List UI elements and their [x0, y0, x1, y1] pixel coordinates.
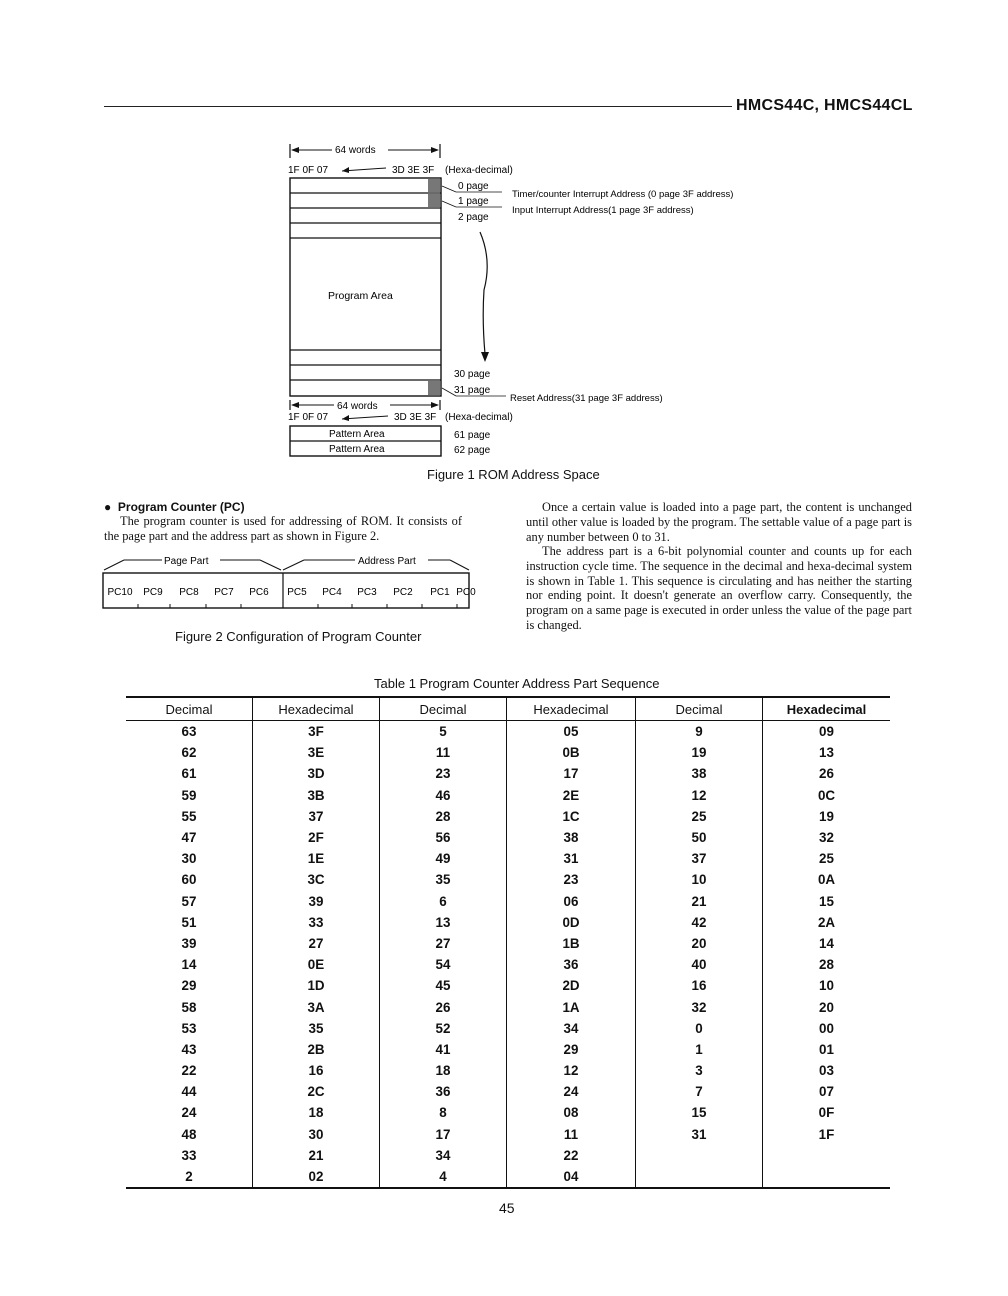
table-cell: 1D: [253, 975, 380, 996]
table-cell: 2C: [253, 1081, 380, 1102]
table-cell: 44: [181, 1084, 197, 1100]
header-rule: [104, 106, 732, 107]
pc-paragraph: The program counter is used for addressing of ROM. It consists of the page part and the address part as shown in Figure 2.: [104, 514, 462, 543]
table-row: [126, 827, 890, 848]
table-cell: 47: [181, 830, 197, 846]
table-row: [126, 1081, 890, 1102]
table-cell: 8: [380, 1102, 507, 1123]
hatch-page31: [428, 381, 440, 395]
table-row: [126, 869, 890, 890]
table-cell: 7: [636, 1081, 763, 1102]
table-cell: 3: [636, 1060, 763, 1081]
table-row: [126, 975, 890, 996]
table-header-row: [126, 697, 890, 721]
input-interrupt-note: Input Interrupt Address(1 page 3F address): [512, 205, 694, 216]
hex-right-top: 3D 3E 3F: [392, 165, 435, 176]
table-cell: [763, 1166, 891, 1188]
table-cell: 04: [507, 1166, 636, 1188]
pattern-area-1: Pattern Area: [329, 429, 385, 440]
timer-interrupt-note: Timer/counter Interrupt Address (0 page 3F address): [512, 189, 734, 200]
table-cell: 19: [636, 742, 763, 763]
table-row: [126, 1102, 890, 1123]
header-decimal-3: Decimal: [636, 697, 763, 721]
table-cell: 10: [763, 975, 891, 996]
table-cell: 63: [181, 724, 197, 740]
table-cell: 4: [380, 1166, 507, 1188]
table-cell: 36: [507, 954, 636, 975]
table-cell: 33: [253, 912, 380, 933]
table-cell: 0: [636, 1018, 763, 1039]
table-cell: 17: [380, 1124, 507, 1145]
table-row: [126, 785, 890, 806]
table-cell: 33: [181, 1147, 197, 1163]
pc-cell-0: PC10: [107, 587, 133, 598]
table-cell: 31: [507, 848, 636, 869]
header-hex-3: Hexadecimal: [763, 697, 891, 721]
table-cell: 27: [380, 933, 507, 954]
table-cell: 18: [253, 1102, 380, 1123]
table-cell: 18: [380, 1060, 507, 1081]
hex-left-top: 1F 0F 07: [288, 165, 329, 176]
table-cell: 1B: [507, 933, 636, 954]
table-cell: 06: [507, 891, 636, 912]
table-cell: 29: [181, 978, 197, 994]
pc-cell-7: PC3: [357, 587, 377, 598]
table-cell: 32: [636, 996, 763, 1017]
table-cell: 34: [380, 1145, 507, 1166]
page-label-1: 1 page: [458, 196, 489, 207]
table-cell: 23: [380, 763, 507, 784]
table-cell: 19: [763, 806, 891, 827]
table-cell: 55: [181, 808, 197, 824]
table-cell: 2D: [507, 975, 636, 996]
words-label-bottom: 64 words: [337, 401, 378, 412]
pc-cell-6: PC4: [322, 587, 342, 598]
page-part-label: Page Part: [164, 556, 209, 567]
table-cell: 2E: [507, 785, 636, 806]
table-cell: 2F: [253, 827, 380, 848]
table-cell: 12: [507, 1060, 636, 1081]
words-label-top: 64 words: [335, 145, 376, 156]
table-cell: 53: [181, 1020, 197, 1036]
table-cell: 5: [380, 721, 507, 743]
table-cell: 6: [380, 891, 507, 912]
table-cell: 3A: [253, 996, 380, 1017]
address-part-label: Address Part: [358, 556, 416, 567]
table-cell: 37: [253, 806, 380, 827]
table-cell: 01: [763, 1039, 891, 1060]
table-cell: 0D: [507, 912, 636, 933]
table-cell: 1A: [507, 996, 636, 1017]
table-cell: [636, 1166, 763, 1188]
table-cell: 1: [636, 1039, 763, 1060]
pattern-area-2: Pattern Area: [329, 444, 385, 455]
table-cell: 36: [380, 1081, 507, 1102]
table-cell: 1E: [253, 848, 380, 869]
table-cell: 28: [763, 954, 891, 975]
pc-heading: ● Program Counter (PC): [104, 500, 245, 514]
table-cell: 42: [636, 912, 763, 933]
page-label-30: 30 page: [454, 369, 491, 380]
header-hex-2: Hexadecimal: [507, 697, 636, 721]
table-cell: 24: [507, 1081, 636, 1102]
table-row: [126, 996, 890, 1017]
table-cell: 1F: [763, 1124, 891, 1145]
table-cell: 16: [253, 1060, 380, 1081]
table-cell: 62: [181, 745, 197, 761]
pc-cell-3: PC7: [214, 587, 234, 598]
table-cell: 13: [380, 912, 507, 933]
pc-cell-9: PC1: [430, 587, 450, 598]
table-cell: 43: [181, 1041, 197, 1057]
table-cell: 09: [763, 721, 891, 743]
header-hex-1: Hexadecimal: [253, 697, 380, 721]
table-row: [126, 1018, 890, 1039]
table-cell: 32: [763, 827, 891, 848]
pc-cell-5: PC5: [287, 587, 307, 598]
page-label-62: 62 page: [454, 445, 491, 456]
hex-left-bottom: 1F 0F 07: [288, 412, 329, 423]
table-cell: 57: [181, 893, 197, 909]
table-cell: 31: [636, 1124, 763, 1145]
figure1-caption: Figure 1 ROM Address Space: [427, 467, 600, 482]
table-cell: 45: [380, 975, 507, 996]
table-cell: 35: [380, 869, 507, 890]
table-row: [126, 806, 890, 827]
right-paragraph-1: Once a certain value is loaded into a page part, the content is unchanged until other value is loaded by the program. The settable value of a page part is any number between 0 to 31.: [526, 500, 912, 544]
table-cell: 3C: [253, 869, 380, 890]
table-cell: [763, 1145, 891, 1166]
table-cell: 13: [763, 742, 891, 763]
program-counter-figure: [100, 550, 476, 612]
pc-cell-1: PC9: [143, 587, 163, 598]
table-row: [126, 1145, 890, 1166]
program-area-label: Program Area: [328, 290, 393, 302]
table-row: [126, 763, 890, 784]
table-row: [126, 891, 890, 912]
table-cell: 39: [253, 891, 380, 912]
table-cell: 23: [507, 869, 636, 890]
table-cell: 0A: [763, 869, 891, 890]
table-cell: 03: [763, 1060, 891, 1081]
table-cell: 22: [507, 1145, 636, 1166]
table-cell: 0B: [507, 742, 636, 763]
header-decimal-2: Decimal: [380, 697, 507, 721]
pc-cell-8: PC2: [393, 587, 413, 598]
table-cell: 48: [181, 1126, 197, 1142]
table-cell: [636, 1145, 763, 1166]
table-cell: 58: [181, 999, 197, 1015]
table-cell: 20: [636, 933, 763, 954]
table-row: [126, 933, 890, 954]
table-row: [126, 954, 890, 975]
table-cell: 11: [507, 1124, 636, 1145]
table-cell: 3D: [253, 763, 380, 784]
table-cell: 30: [181, 851, 197, 867]
page-label-31: 31 page: [454, 385, 491, 396]
table-cell: 15: [636, 1102, 763, 1123]
table-cell: 25: [636, 806, 763, 827]
table-cell: 3F: [253, 721, 380, 743]
table-cell: 14: [763, 933, 891, 954]
table-cell: 60: [181, 872, 197, 888]
table-cell: 14: [181, 957, 197, 973]
table-row: [126, 1039, 890, 1060]
table-cell: 61: [181, 766, 197, 782]
table-row: [126, 1060, 890, 1081]
table-cell: 0E: [253, 954, 380, 975]
page-label-61: 61 page: [454, 430, 491, 441]
table-cell: 17: [507, 763, 636, 784]
table-cell: 40: [636, 954, 763, 975]
table-cell: 2: [126, 1166, 253, 1188]
table-cell: 46: [380, 785, 507, 806]
table-cell: 1C: [507, 806, 636, 827]
header-decimal-1: Decimal: [126, 697, 253, 721]
reset-address-note: Reset Address(31 page 3F address): [510, 393, 663, 404]
table-cell: 02: [253, 1166, 380, 1188]
table-cell: 20: [763, 996, 891, 1017]
table-cell: 28: [380, 806, 507, 827]
table-cell: 22: [181, 1063, 197, 1079]
table-cell: 59: [181, 787, 197, 803]
table-cell: 05: [507, 721, 636, 743]
page-label-2: 2 page: [458, 212, 489, 223]
page-number: 45: [499, 1200, 515, 1216]
hatch-page1: [428, 194, 440, 207]
table-cell: 16: [636, 975, 763, 996]
table-cell: 0C: [763, 785, 891, 806]
table-row: [126, 1166, 890, 1188]
table-row: [126, 1124, 890, 1145]
table-cell: 21: [636, 891, 763, 912]
hex-right-bottom: 3D 3E 3F: [394, 412, 437, 423]
pc-cell-4: PC6: [249, 587, 269, 598]
rom-address-space-figure: [280, 140, 740, 465]
table-cell: 38: [636, 763, 763, 784]
table-cell: 37: [636, 848, 763, 869]
table-cell: 38: [507, 827, 636, 848]
table-cell: 12: [636, 785, 763, 806]
table-cell: 08: [507, 1102, 636, 1123]
table-cell: 56: [380, 827, 507, 848]
pc-cell-10: PC0: [456, 587, 476, 598]
table-row: [126, 912, 890, 933]
table-cell: 29: [507, 1039, 636, 1060]
table-cell: 24: [181, 1105, 197, 1121]
sequence-table: [126, 696, 890, 1189]
table-cell: 15: [763, 891, 891, 912]
table-cell: 30: [253, 1124, 380, 1145]
table-cell: 11: [380, 742, 507, 763]
table-cell: 49: [380, 848, 507, 869]
table-cell: 2A: [763, 912, 891, 933]
table-cell: 10: [636, 869, 763, 890]
table-row: [126, 742, 890, 763]
table-cell: 2B: [253, 1039, 380, 1060]
table-cell: 25: [763, 848, 891, 869]
table-cell: 34: [507, 1018, 636, 1039]
page-label-0: 0 page: [458, 181, 489, 192]
table-cell: 9: [636, 721, 763, 743]
table-cell: 35: [253, 1018, 380, 1039]
right-paragraph-2: The address part is a 6-bit polynomial counter and counts up for each instruction cycle time. The sequence in the decimal and hexa-decimal system is shown in Table 1. This sequence is circulating and has neither the starting nor ending point. It doesn't generate an overflow carry. Consequently, the program on a same page is executed in order unless the value of the page part is changed.: [526, 544, 912, 632]
pc-cell-2: PC8: [179, 587, 199, 598]
table-cell: 52: [380, 1018, 507, 1039]
table-row: [126, 848, 890, 869]
table-cell: 41: [380, 1039, 507, 1060]
table-cell: 3B: [253, 785, 380, 806]
hex-note-top: (Hexa-decimal): [445, 165, 513, 176]
table-cell: 07: [763, 1081, 891, 1102]
table-title: Table 1 Program Counter Address Part Sequence: [374, 676, 660, 691]
table-cell: 54: [380, 954, 507, 975]
figure2-caption: Figure 2 Configuration of Program Counter: [175, 629, 422, 644]
table-cell: 21: [253, 1145, 380, 1166]
bullet-icon: ●: [104, 500, 118, 514]
table-cell: 50: [636, 827, 763, 848]
header-title: HMCS44C, HMCS44CL: [736, 97, 913, 114]
table-cell: 27: [253, 933, 380, 954]
table-cell: 00: [763, 1018, 891, 1039]
hatch-page0: [428, 179, 440, 192]
table-row: [126, 721, 890, 743]
table-cell: 26: [763, 763, 891, 784]
table-cell: 39: [181, 935, 197, 951]
table-cell: 0F: [763, 1102, 891, 1123]
table-cell: 26: [380, 996, 507, 1017]
hex-note-bottom: (Hexa-decimal): [445, 412, 513, 423]
table-cell: 3E: [253, 742, 380, 763]
table-cell: 51: [181, 914, 197, 930]
